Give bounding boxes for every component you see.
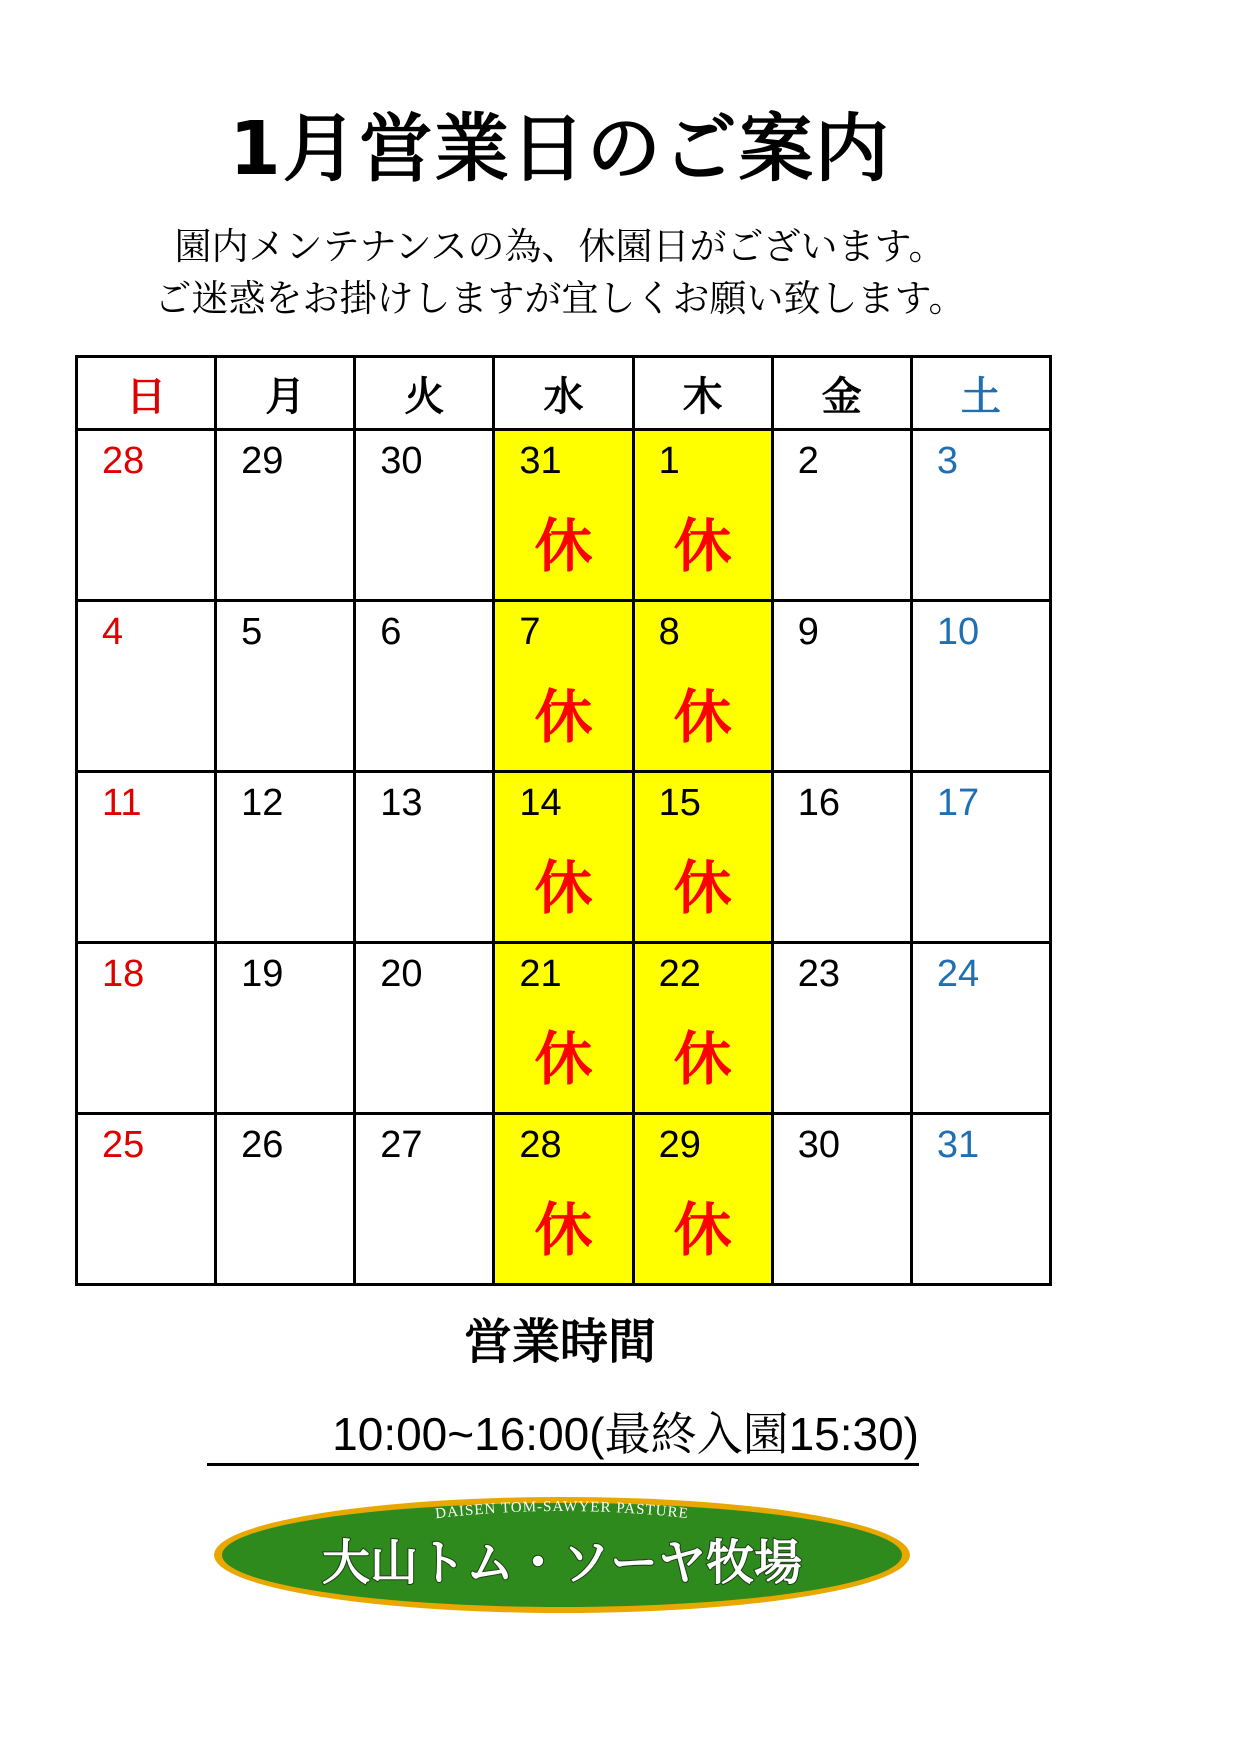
day-number: 10 (936, 611, 980, 653)
calendar-day-cell (216, 943, 355, 1114)
closed-mark: 休 (673, 512, 732, 580)
day-number: 7 (519, 611, 541, 653)
closed-mark: 休 (534, 854, 593, 922)
day-number: 29 (241, 440, 284, 482)
closed-mark: 休 (673, 854, 732, 922)
calendar-day-cell-closed (494, 943, 633, 1114)
day-number: 19 (241, 953, 284, 995)
calendar-day-cell-closed (633, 772, 772, 943)
calendar-day-cell (216, 772, 355, 943)
day-number: 30 (797, 1124, 840, 1166)
calendar-day-cell (772, 772, 911, 943)
weekday-sat: 土 (911, 357, 1050, 430)
business-hours-value: 10:00~16:00(最終入園15:30) (207, 1405, 919, 1466)
day-number: 9 (797, 611, 819, 653)
day-number: 28 (102, 440, 145, 482)
calendar-day-cell (911, 601, 1050, 772)
day-number: 4 (102, 611, 124, 653)
notice-line-2: ご迷惑をお掛けしますが宜しくお願い致します。 (154, 277, 966, 320)
calendar-day-cell (355, 772, 494, 943)
calendar-day-cell (772, 943, 911, 1114)
day-number: 22 (658, 953, 701, 995)
calendar-day-cell-closed (494, 772, 633, 943)
weekday-thu: 木 (633, 357, 772, 430)
calendar-week-row (77, 943, 1051, 1114)
day-number: 17 (936, 782, 980, 824)
closed-mark: 休 (534, 1196, 593, 1264)
day-number: 26 (241, 1124, 284, 1166)
day-number: 13 (380, 782, 423, 824)
calendar-week-row (77, 601, 1051, 772)
weekday-tue: 火 (355, 357, 494, 430)
calendar-day-cell (77, 430, 216, 601)
closed-mark: 休 (673, 683, 732, 751)
calendar-day-cell (77, 943, 216, 1114)
day-number: 15 (658, 782, 701, 824)
weekday-fri: 金 (772, 357, 911, 430)
day-number: 30 (380, 440, 423, 482)
calendar-week-row (77, 772, 1051, 943)
day-number: 1 (658, 440, 680, 482)
calendar-day-cell-closed (633, 601, 772, 772)
calendar-day-cell (772, 430, 911, 601)
calendar-day-cell (77, 772, 216, 943)
weekday-wed: 水 (494, 357, 633, 430)
calendar-day-cell (911, 1114, 1050, 1285)
day-number: 25 (102, 1124, 145, 1166)
closed-mark: 休 (673, 1025, 732, 1093)
weekday-header-row (77, 357, 1051, 430)
day-number: 21 (519, 953, 562, 995)
calendar-day-cell-closed (494, 601, 633, 772)
calendar-day-cell (911, 943, 1050, 1114)
calendar-day-cell (911, 430, 1050, 601)
day-number: 3 (936, 440, 958, 482)
closed-mark: 休 (534, 683, 593, 751)
day-number: 16 (797, 782, 840, 824)
day-number: 11 (102, 782, 142, 824)
day-number: 29 (658, 1124, 701, 1166)
day-number: 20 (380, 953, 423, 995)
calendar-day-cell (772, 601, 911, 772)
calendar-day-cell (911, 772, 1050, 943)
calendar-day-cell (77, 601, 216, 772)
calendar-day-cell (355, 1114, 494, 1285)
day-number: 31 (519, 440, 562, 482)
calendar-day-cell-closed (633, 1114, 772, 1285)
day-number: 8 (658, 611, 680, 653)
closed-mark: 休 (534, 512, 593, 580)
calendar-day-cell (355, 430, 494, 601)
calendar-day-cell-closed (633, 943, 772, 1114)
day-number: 18 (102, 953, 145, 995)
day-number: 31 (936, 1124, 980, 1166)
day-number: 14 (519, 782, 562, 824)
day-number: 12 (241, 782, 284, 824)
calendar-day-cell-closed (494, 1114, 633, 1285)
weekday-mon: 月 (216, 357, 355, 430)
logo-name-text: 大山トム・ソーヤ牧場 (321, 1535, 803, 1591)
day-number: 2 (797, 440, 819, 482)
calendar-day-cell (216, 430, 355, 601)
calendar-day-cell (355, 943, 494, 1114)
day-number: 27 (380, 1124, 423, 1166)
closed-mark: 休 (534, 1025, 593, 1093)
calendar-week-row (77, 1114, 1051, 1285)
calendar-day-cell (355, 601, 494, 772)
day-number: 6 (380, 611, 402, 653)
calendar-body (77, 430, 1051, 1285)
logo-arc-text: DAISEN TOM-SAWYER PASTURE (434, 1498, 690, 1523)
calendar-day-cell-closed (633, 430, 772, 601)
day-number: 5 (241, 611, 263, 653)
day-number: 28 (519, 1124, 562, 1166)
calendar-table (75, 355, 1052, 1286)
calendar-day-cell (77, 1114, 216, 1285)
calendar-day-cell (216, 601, 355, 772)
notice-line-1: 園内メンテナンスの為、休園日がございます。 (174, 225, 946, 268)
closed-mark: 休 (673, 1196, 732, 1264)
day-number: 24 (936, 953, 980, 995)
business-hours-label: 営業時間 (463, 1314, 656, 1370)
calendar-day-cell (216, 1114, 355, 1285)
page-title: 1月営業日のご案内 (229, 106, 891, 192)
farm-logo (212, 1495, 912, 1615)
calendar-day-cell (772, 1114, 911, 1285)
calendar-week-row (77, 430, 1051, 601)
calendar-day-cell-closed (494, 430, 633, 601)
weekday-sun: 日 (77, 357, 216, 430)
day-number: 23 (797, 953, 840, 995)
